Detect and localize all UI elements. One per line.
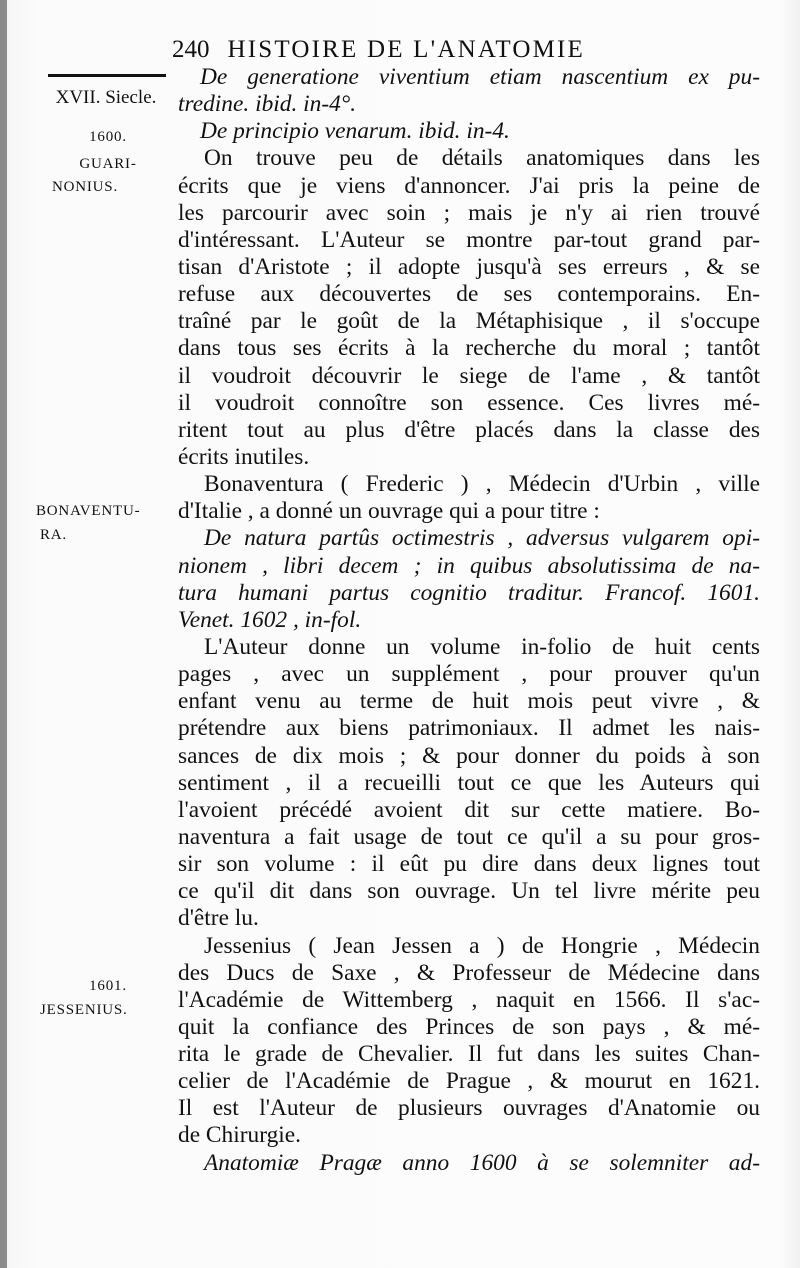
text-line: écrits inutiles.: [178, 443, 310, 470]
text-line: sir son volume : il eût pu dire dans deux lignes tout: [178, 851, 760, 878]
text-line: De generatione viventium etiam nascentium ex pu-: [200, 64, 760, 90]
text-line: refuse aux découvertes de ses contemporains. En-: [178, 281, 760, 308]
text-line: sances de dix mois ; & pour donner du poids à son: [178, 742, 760, 769]
margin-note-year-1600: 1600.: [89, 129, 127, 145]
text-line: tisan d'Aristote ; il adopte jusqu'à ses erreurs , & se: [178, 253, 760, 280]
text-line: les parcourir avec soin ; mais je n'y ai rien trouvé: [178, 199, 760, 226]
text-line: ce qu'il dit dans son ouvrage. Un tel livre mérite peu: [178, 878, 760, 905]
text-line: nionem , libri decem ; in quibus absolutissima de na-: [178, 552, 760, 579]
text-line: pages , avec un supplément , pour prouver qu'un: [178, 661, 760, 688]
margin-note-bonaventura-1: BONAVENTU-: [36, 503, 141, 519]
margin-note-year-1601: 1601.: [89, 978, 127, 994]
body-text: [178, 64, 760, 1177]
text-line: ritent tout au plus d'être placés dans la classe des: [178, 416, 760, 443]
text-line: d'être lu.: [178, 905, 259, 932]
margin-note-guarinonius-1: GUARI-: [79, 156, 137, 172]
margin-note-bonaventura-2: RA.: [40, 527, 67, 543]
page-number: 240: [172, 36, 210, 63]
text-line: celier de l'Académie de Prague , & mourut en 1621.: [178, 1068, 760, 1095]
text-line: sentiment , il a recueilli tout ce que les Auteurs qui: [178, 769, 760, 796]
page-spine-shadow: [0, 0, 7, 1268]
text-line: de Chirurgie.: [178, 1122, 301, 1149]
text-line: dans tous ses écrits à la recherche du moral ; tantôt: [178, 335, 760, 362]
running-title: HISTOIRE DE L'ANATOMIE: [227, 36, 586, 63]
text-line: enfant venu au terme de huit mois peut vivre , &: [178, 688, 760, 715]
text-line: l'avoient précédé avoient dit sur cette matiere. Bo-: [178, 796, 760, 823]
text-line: il voudroit connoître son essence. Ces livres mé-: [178, 389, 760, 416]
text-line: De natura partûs octimestris , adversus vulgarem opi-: [204, 525, 760, 552]
text-line: l'Académie de Wittemberg , naquit en 1566. Il s'ac-: [178, 986, 760, 1013]
text-line: Venet. 1602 , in-fol.: [178, 606, 362, 633]
text-line: d'intéressant. L'Auteur se montre par-tout grand par-: [178, 226, 760, 253]
text-line: rita le grade de Chevalier. Il fut dans les suites Chan-: [178, 1041, 760, 1068]
margin-note-jessenius: JESSENIUS.: [40, 1002, 128, 1018]
text-line: L'Auteur donne un volume in-folio de huit cents: [204, 633, 760, 660]
text-line: il voudroit découvrir le siege de l'ame , & tantôt: [178, 362, 760, 389]
text-line: On trouve peu de détails anatomiques dans les: [204, 145, 760, 172]
margin-rule: [48, 74, 166, 77]
text-line: Il est l'Auteur de plusieurs ouvrages d'Anatomie ou: [178, 1095, 760, 1122]
text-line: De principio venarum. ibid. in-4.: [200, 118, 510, 145]
text-line: Bonaventura ( Frederic ) , Médecin d'Urbin , ville: [204, 471, 760, 498]
text-line: Jessenius ( Jean Jessen a ) de Hongrie , Médecin: [204, 932, 760, 959]
text-line: des Ducs de Saxe , & Professeur de Médecine dans: [178, 959, 760, 986]
text-line: naventura a fait usage de tout ce qu'il a su pour gros-: [178, 823, 760, 850]
text-line: écrits que je viens d'annoncer. J'ai pris la peine de: [178, 172, 760, 199]
margin-note-guarinonius-2: NONIUS.: [51, 179, 119, 195]
margin-note-century: XVII. Siecle.: [55, 87, 157, 108]
text-line: prétendre aux biens patrimoniaux. Il admet les nais-: [178, 715, 760, 742]
text-line: quit la confiance des Princes de son pays , & mé-: [178, 1013, 760, 1040]
text-line: tredine. ibid. in-4°.: [178, 91, 357, 118]
text-line: d'Italie , a donné un ouvrage qui a pour titre :: [178, 498, 600, 525]
text-line: traîné par le goût de la Métaphisique , il s'occupe: [178, 308, 760, 335]
running-head: [172, 36, 772, 64]
text-line: Anatomiæ Pragæ anno 1600 à se solemniter ad-: [204, 1149, 760, 1176]
text-line: tura humani partus cognitio traditur. Francof. 1601.: [178, 579, 760, 606]
